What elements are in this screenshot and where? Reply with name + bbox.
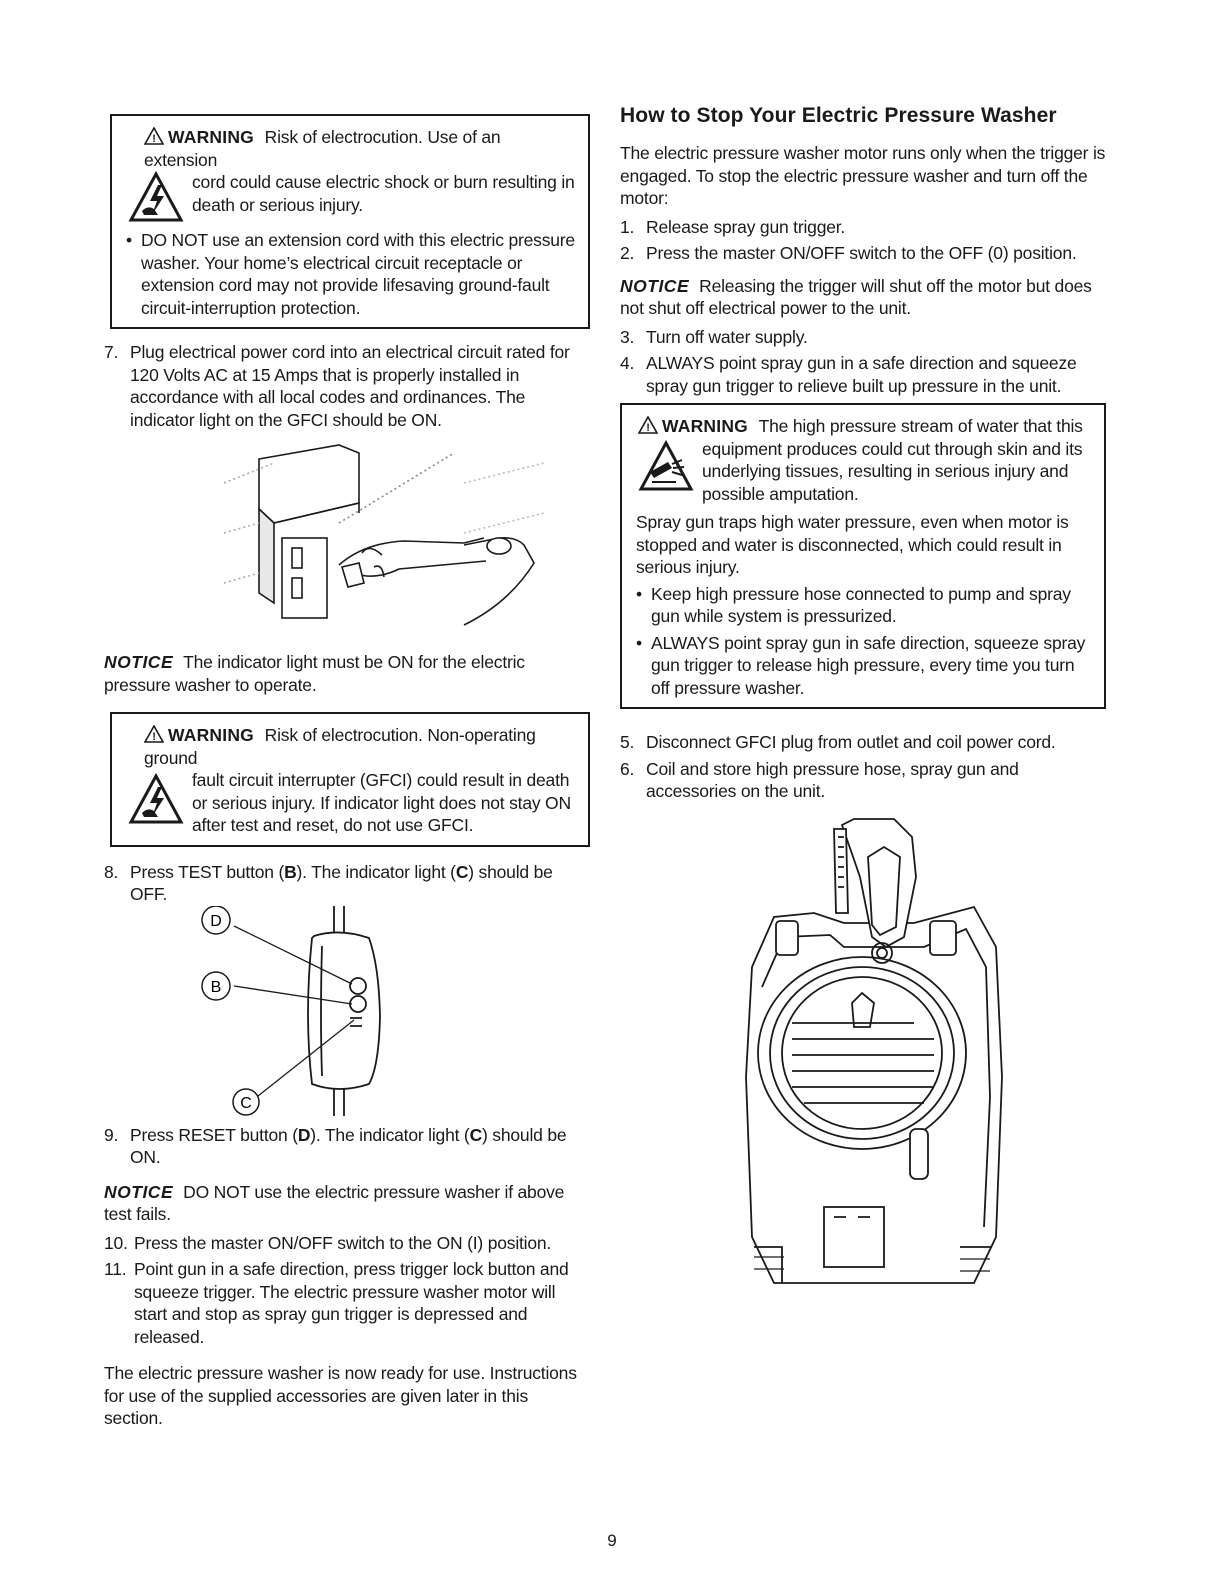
svg-text:!: !	[646, 422, 650, 434]
electric-shock-hazard-icon	[126, 773, 186, 825]
callout-label-b: B	[210, 978, 222, 996]
callout-d	[202, 906, 230, 934]
list-item	[620, 242, 1108, 265]
notice-text: The indicator light must be ON for the electric pressure washer to operate.	[104, 652, 525, 695]
step-number: 8.	[104, 861, 119, 882]
page-number: 9	[607, 1531, 617, 1550]
step-number: 10.	[104, 1232, 128, 1253]
callout-ref-c: C	[469, 1124, 483, 1145]
notice-paragraph	[104, 1181, 590, 1226]
intro-paragraph: The electric pressure washer motor runs only when the trigger is engaged. To stop the electric pressure washer and turn off the motor:	[620, 143, 1106, 208]
step-list	[620, 216, 1108, 265]
list-item	[104, 1258, 590, 1348]
step-text: Press the master ON/OFF switch to the ON (I) position.	[134, 1232, 552, 1253]
warning-bullet: • DO NOT use an extension cord with this electric pressure washer. Your home’s electrical circuit receptacle or extension cord may not provide lifesaving ground-fault circuit-interruption protection.	[126, 229, 576, 319]
step-number: 1.	[620, 216, 635, 237]
list-item	[620, 758, 1108, 803]
step-number: 2.	[620, 243, 635, 263]
notice-label: NOTICE	[104, 1181, 174, 1202]
step-list	[104, 341, 590, 431]
warning-first-line: Risk of electrocution. Non-operating ground	[144, 725, 536, 768]
step-text: ALWAYS point spray gun in a safe direction and squeeze spray gun trigger to relieve built up pressure in the unit.	[646, 353, 1077, 396]
step-text: Turn off water supply.	[646, 326, 808, 347]
caution-triangle-icon	[638, 416, 658, 434]
text-fragment: ). The indicator light (	[310, 1124, 470, 1145]
step-text	[130, 861, 590, 906]
callout-ref-b: B	[284, 861, 297, 882]
step-text: Plug electrical power cord into an electrical circuit rated for 120 Volts AC at 15 Amps that is properly installed in accordance with all local codes and ordinances. The indicator light on the GFCI should be ON.	[130, 342, 570, 430]
list-item	[620, 326, 1108, 349]
list-item	[620, 216, 1108, 239]
step-text: Point gun in a safe direction, press trigger lock button and squeeze trigger. The electric pressure washer motor will start and stop as spray gun trigger is depressed and released.	[134, 1259, 569, 1347]
callout-label-c: C	[240, 1094, 252, 1112]
gfci-outlet-illustration	[164, 443, 564, 639]
warning-paragraph: Spray gun traps high water pressure, even when motor is stopped and water is disconnected, which could result in serious injury.	[636, 512, 1069, 577]
notice-text: Releasing the trigger will shut off the motor but does not shut off electrical power to the unit.	[620, 275, 1092, 318]
electric-shock-hazard-icon	[126, 171, 186, 223]
step-number: 4.	[620, 353, 635, 373]
step-text: Disconnect GFCI plug from outlet and coil power cord.	[646, 732, 1056, 752]
step-number: 6.	[620, 758, 635, 779]
pressure-washer-storage-illustration	[734, 817, 1014, 1285]
warning-first-line: The high pressure stream of water that this	[758, 416, 1083, 436]
warning-bullet: • ALWAYS point spray gun in safe direction, squeeze spray gun trigger to release high pressure, every time you turn off pressure washer.	[636, 632, 1092, 700]
step-text: Press the master ON/OFF switch to the OFF (0) position.	[646, 243, 1077, 263]
text-fragment: ) should be OFF.	[130, 861, 553, 904]
step-number: 9.	[104, 1124, 119, 1145]
gfci-plug-illustration	[194, 906, 494, 1116]
list-item	[104, 1232, 590, 1255]
notice-paragraph	[620, 275, 1108, 320]
list-item	[620, 352, 1108, 397]
step-text: Coil and store high pressure hose, spray gun and accessories on the unit.	[646, 758, 1019, 801]
warning-label: WARNING	[662, 416, 748, 436]
warning-box-gfci	[110, 712, 590, 847]
step-number: 11.	[104, 1259, 127, 1279]
step-list	[620, 731, 1108, 803]
warning-label: WARNING	[168, 127, 254, 147]
callout-b	[202, 972, 230, 1000]
notice-paragraph	[104, 651, 590, 696]
warning-body: cord could cause electric shock or burn resulting in death or serious injury.	[192, 172, 575, 215]
text-fragment: Press TEST button (	[130, 861, 285, 882]
step-list	[104, 1232, 590, 1349]
warning-body: equipment produces could cut through skin and its underlying tissues, resulting in serious injury and possible amputation.	[702, 438, 1083, 504]
right-column	[620, 104, 1108, 1285]
warning-box-high-pressure	[620, 403, 1106, 709]
list-item	[104, 341, 590, 431]
callout-ref-c: C	[455, 861, 469, 882]
step-text	[130, 1124, 590, 1169]
warning-body: fault circuit interrupter (GFCI) could result in death or serious injury. If indicator light does not stay ON after test and reset, do not use GFCI.	[192, 770, 571, 835]
warning-first-line: Risk of electrocution. Use of an extension	[144, 127, 501, 170]
warning-box-extension-cord	[110, 114, 590, 329]
text-fragment: ). The indicator light (	[296, 861, 456, 882]
list-item	[620, 731, 1108, 754]
step-number: 7.	[104, 342, 119, 362]
step-number: 5.	[620, 732, 635, 752]
list-item	[104, 861, 590, 906]
warning-label: WARNING	[168, 725, 254, 745]
text-fragment: ) should be ON.	[130, 1124, 567, 1167]
step-list	[620, 326, 1108, 398]
closing-paragraph: The electric pressure washer is now ready for use. Instructions for use of the supplied accessories are given later in this section.	[104, 1363, 577, 1428]
callout-c	[233, 1089, 259, 1115]
caution-triangle-icon	[144, 127, 164, 145]
notice-label: NOTICE	[620, 275, 690, 296]
svg-text:!: !	[152, 731, 156, 743]
caution-triangle-icon	[144, 725, 164, 743]
step-list	[104, 1124, 590, 1169]
callout-ref-d: D	[297, 1124, 311, 1145]
callout-label-d: D	[210, 912, 222, 930]
text-fragment: Press RESET button (	[130, 1124, 298, 1145]
step-number: 3.	[620, 326, 635, 347]
section-heading: How to Stop Your Electric Pressure Washer	[620, 104, 1057, 127]
left-column	[104, 96, 590, 1430]
list-item	[104, 1124, 590, 1169]
warning-bullet: • Keep high pressure hose connected to pump and spray gun while system is pressurized.	[636, 583, 1092, 628]
notice-text: DO NOT use the electric pressure washer if above test fails.	[104, 1181, 565, 1224]
notice-label: NOTICE	[104, 652, 174, 672]
high-pressure-injection-hazard-icon	[636, 440, 696, 492]
step-text: Release spray gun trigger.	[646, 216, 846, 237]
step-list	[104, 861, 590, 906]
svg-text:!: !	[152, 133, 156, 145]
